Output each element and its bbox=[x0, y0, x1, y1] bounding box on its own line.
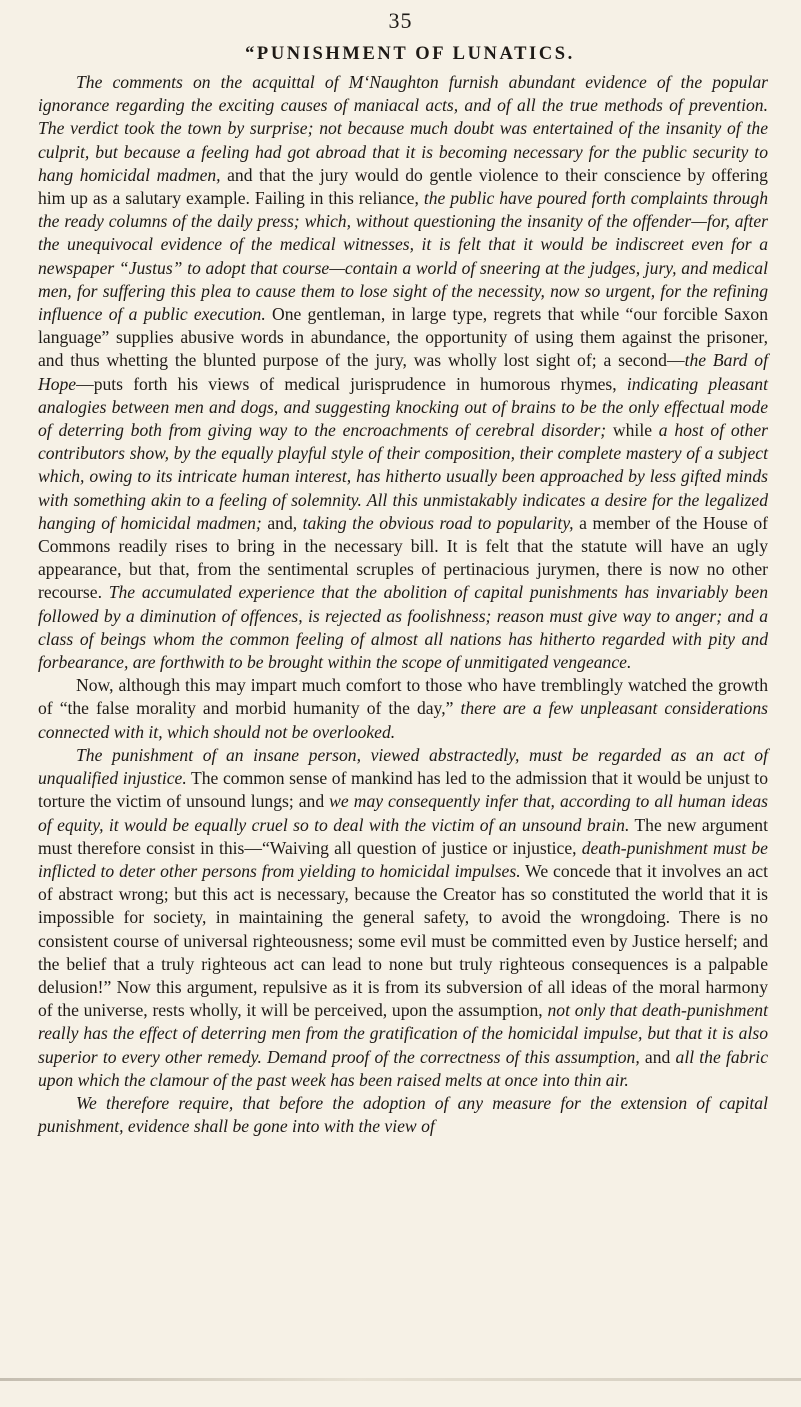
text-run: while bbox=[606, 420, 659, 441]
text-run: all the fabric upon which the clamour of the past week has been raised melts at once into thin air. bbox=[38, 1046, 769, 1090]
paragraph-4 bbox=[38, 1092, 768, 1138]
text-run: One gentleman, in large type, regrets that while “our forcible Saxon language” supplies abusive words in abundance, the opportunity of using them against the prisoner, and thus whetting the blunted purpose of the jury, was wholly lost sight of; a second— bbox=[38, 304, 768, 371]
text-run: The new argument must therefore consist in this—“Waiving all question of justice or injustice, bbox=[38, 814, 768, 858]
article-body bbox=[38, 44, 768, 1138]
paragraph-1 bbox=[38, 71, 768, 674]
text-run: a member of the House of Commons readily rises to bring in the necessary bill. It is felt that the statute will have an ugly appearance, but that, from the sentimental scruples of pertinacious jurymen, there is now no other recourse. bbox=[38, 512, 768, 603]
text-run: and, bbox=[261, 512, 303, 533]
paragraph-3 bbox=[38, 744, 768, 1092]
text-run: and that the jury would do gentle violence to their conscience by offering him up as a salutary example. Failing in this reliance, bbox=[38, 164, 768, 209]
article-heading: “PUNISHMENT OF LUNATICS. bbox=[245, 44, 575, 64]
page-number: 35 bbox=[388, 8, 413, 33]
text-run: not only that death-punishment really has the effect of deterring men from the gratification of the homicidal impulse, but that it is also superior to every other remedy. Demand proof of the correctness of this assumption, bbox=[38, 1000, 768, 1067]
text-run: The punishment of an insane person, viewed abstractedly, must be regarded as an act of unqualified injustice. bbox=[38, 744, 768, 789]
text-run: —puts forth his views of medical jurisprudence in humorous rhymes, bbox=[76, 373, 627, 394]
paragraph-2 bbox=[38, 674, 768, 744]
text-run: a host of other contributors show, by the equally playful style of their composition, their complete mastery of a subject which, owing to its intricate human interest, has hitherto usually been approached by less gifted minds with something akin to a feeling of solemnity. All this unmistakably indicates a desire for the legalized hanging of homicidal madmen; bbox=[38, 420, 768, 533]
text-run: The common sense of mankind has led to the admission that it would be unjust to torture the victim of unsound lungs; and bbox=[38, 768, 768, 812]
text-run: indicating pleasant analogies between men and dogs, and suggesting knocking out of brains to be the only effectual mode of deterring both from giving way to the encroachments of cerebral disorder; bbox=[38, 373, 768, 441]
text-run: the public have poured forth complaints through the ready columns of the daily press; which, without questioning the insanity of the offender—for, after the unequivocal evidence of the medical witnesses, it is felt that it would be indiscreet even for a newspaper “Justus” to adopt that course—contain a world of sneering at the judges, jury, and medical men, for suffering this plea to cause them to lose sight of the necessity, now so urgent, for the refining influence of a public execution. bbox=[38, 188, 769, 325]
text-run: We therefore require, that before the adoption of any measure for the extension of capital punishment, evidence shall be gone into with the view of bbox=[38, 1092, 768, 1137]
text-run: The accumulated experience that the abolition of capital punishments has invariably been followed by a diminution of offences, is rejected as foolishness; reason must give way to anger; and a class of beings whom the common feeling of almost all nations has hitherto regarded with pity and forbearance, are forthwith to be brought within the scope of unmitigated vengeance. bbox=[38, 582, 768, 673]
text-run: and bbox=[639, 1046, 676, 1067]
text-run: death-punishment must be inflicted to deter other persons from yielding to homicidal impulses. bbox=[38, 837, 768, 881]
page-bottom-edge bbox=[0, 1378, 801, 1381]
text-run: We concede that it involves an act of abstract wrong; but this act is necessary, because the Creator has so constituted the world that it is impossible for society, in maintaining the general safety, to avoid the wrongdoing. There is no consistent course of universal righteousness; some evil must be committed even by Justice herself; and the belief that a truly righteous act can lead to none but truly righteous consequences is a palpable delusion!” Now this argument, repulsive as it is from its subversion of all ideas of the moral harmony of the universe, rests wholly, it will be perceived, upon the assumption, bbox=[38, 860, 768, 1021]
text-run: we may consequently infer that, according to all human ideas of equity, it would be equally cruel so to deal with the victim of an unsound brain. bbox=[38, 791, 768, 835]
text-run: taking the obvious road to popularity, bbox=[302, 512, 574, 533]
text-run: the Bard of Hope bbox=[38, 350, 768, 394]
text-run: there are a few unpleasant considerations connected with it, which should not be overlooked. bbox=[38, 698, 768, 742]
text-run: The comments on the acquittal of M‘Naughton furnish abundant evidence of the popular ignorance regarding the exciting causes of maniacal acts, and of all the true methods of prevention. The verdict took the town by surprise; not because much doubt was entertained of the insanity of the culprit, but because a feeling had got abroad that it is becoming necessary for the public security to hang homicidal madmen, bbox=[38, 72, 768, 185]
text-run: Now, although this may impart much comfort to those who have tremblingly watched the growth of “the false morality and morbid humanity of the day,” bbox=[38, 675, 768, 719]
